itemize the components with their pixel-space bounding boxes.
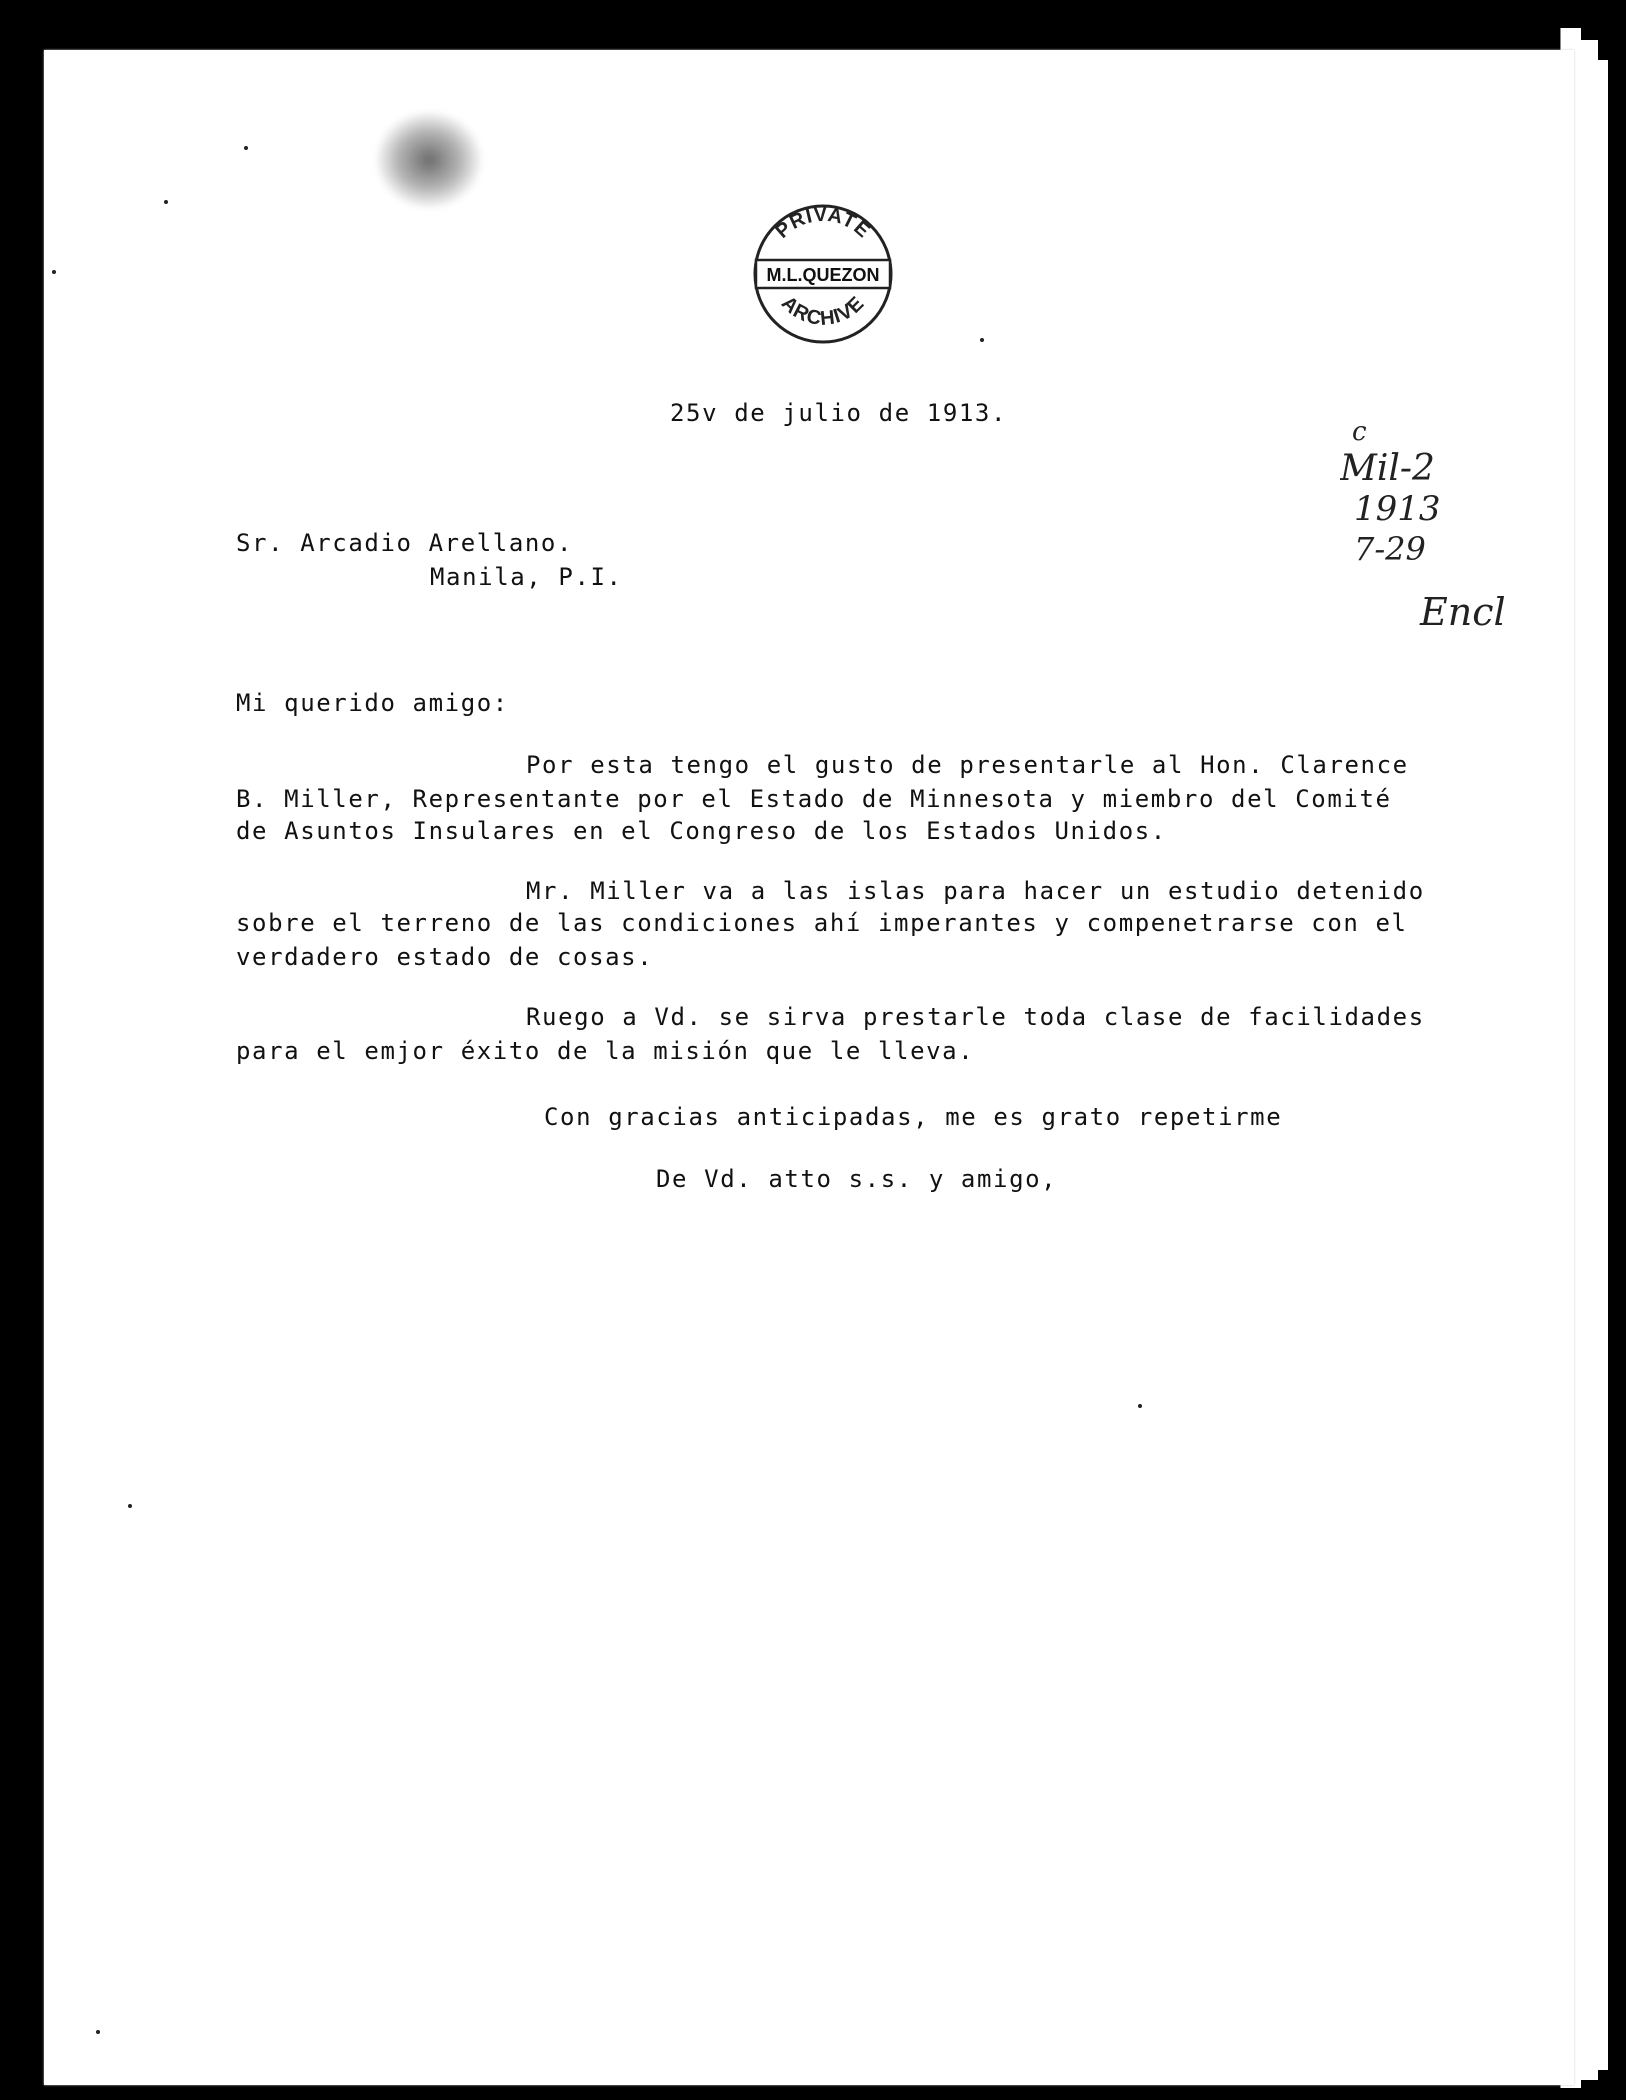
salutation: Mi querido amigo:	[236, 689, 509, 717]
paragraph-line: sobre el terreno de las condiciones ahí imperantes y compenetrarse con el	[236, 909, 1408, 937]
stamp-top-text: PRIVATE	[771, 203, 875, 243]
speck	[164, 200, 168, 204]
letter-date: 25v de julio de 1913.	[670, 399, 1008, 427]
paragraph-line: Mr. Miller va a las islas para hacer un estudio detenido	[526, 877, 1425, 905]
svg-text:ARCHIVE	[777, 292, 869, 330]
speck	[244, 146, 248, 150]
paragraph-line: Por esta tengo el gusto de presentarle al Hon. Clarence	[526, 751, 1409, 779]
speck	[1138, 1404, 1142, 1408]
closing-signoff: De Vd. atto s.s. y amigo,	[656, 1165, 1058, 1193]
paragraph-line: B. Miller, Representante por el Estado de Minnesota y miembro del Comité	[236, 785, 1392, 813]
stamp-bottom-text: ARCHIVE	[777, 292, 869, 331]
annotation-line4: 7-29	[1354, 530, 1426, 568]
annotation-line1: c	[1352, 420, 1367, 447]
paragraph-line: para el emjor éxito de la misión que le lleva.	[236, 1037, 975, 1065]
closing-line: Con gracias anticipadas, me es grato repetirme	[544, 1103, 1283, 1131]
annotation-line2: Mil-2	[1340, 448, 1435, 489]
paragraph-line: de Asuntos Insulares en el Congreso de los Estados Unidos.	[236, 817, 1167, 845]
archive-stamp	[748, 196, 898, 346]
speck	[52, 270, 56, 274]
speck	[96, 2030, 100, 2034]
speck	[980, 338, 984, 342]
speck	[128, 1504, 132, 1508]
svg-text:PRIVATE	[771, 204, 874, 243]
recipient-name: Sr. Arcadio Arellano.	[236, 529, 574, 557]
recipient-place: Manila, P.I.	[430, 563, 623, 591]
paragraph-line: Ruego a Vd. se sirva prestarle toda clase de facilidades	[526, 1003, 1425, 1031]
annotation-line3: 1913	[1354, 489, 1441, 529]
annotation-line5: Encl	[1420, 590, 1506, 634]
handwritten-annotation	[1340, 420, 1540, 660]
ink-smudge	[374, 110, 484, 210]
stamp-middle-text: M.L.QUEZON	[766, 265, 880, 285]
paragraph-line: verdadero estado de cosas.	[236, 943, 654, 971]
